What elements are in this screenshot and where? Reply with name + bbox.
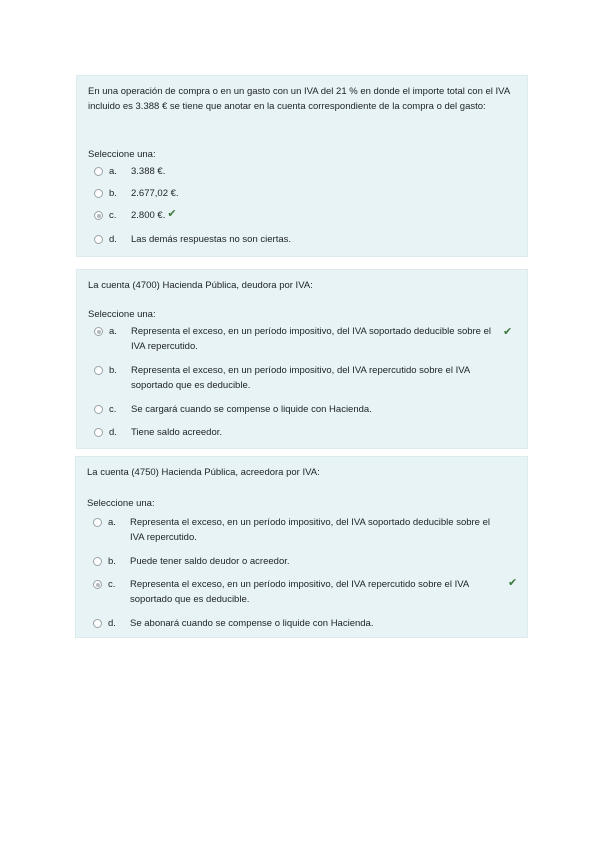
option-letter: a. bbox=[108, 517, 116, 528]
option-text: Se cargará cuando se compense o liquide con Hacienda. bbox=[131, 404, 372, 415]
check-icon: ✔ bbox=[503, 326, 513, 338]
option-text: Representa el exceso, en un período impositivo, del IVA repercutido sobre el IVA soportado que es deducible. bbox=[131, 365, 470, 391]
option-letter: d. bbox=[109, 427, 117, 438]
radio-button-icon[interactable] bbox=[94, 366, 103, 375]
answer-option-c[interactable] bbox=[94, 402, 505, 417]
option-text: Puede tener saldo deudor o acreedor. bbox=[130, 556, 290, 567]
option-letter: b. bbox=[109, 188, 117, 199]
question-text: En una operación de compra o en un gasto con un IVA del 21 % en donde el importe total con el IVA incluido es 3.388 € se tiene que anotar en la cuenta correspondiente de la compra o del gasto: bbox=[88, 86, 510, 112]
option-text: Representa el exceso, en un período impositivo, del IVA soportado deducible sobre el IVA repercutido. bbox=[130, 517, 490, 543]
radio-button-icon[interactable] bbox=[93, 619, 102, 628]
select-prompt: Seleccione una: bbox=[88, 149, 156, 160]
answer-option-b[interactable] bbox=[94, 186, 505, 201]
question-card-1 bbox=[76, 75, 528, 257]
answer-option-b[interactable] bbox=[93, 554, 505, 569]
option-text: 2.677,02 €. bbox=[131, 188, 179, 199]
radio-button-icon[interactable] bbox=[93, 557, 102, 566]
option-letter: d. bbox=[109, 234, 117, 245]
option-letter: c. bbox=[108, 579, 116, 590]
radio-button-icon[interactable] bbox=[93, 518, 102, 527]
option-text: 2.800 €. bbox=[131, 210, 166, 221]
option-letter: d. bbox=[108, 618, 116, 629]
question-card-2 bbox=[76, 269, 528, 449]
check-icon: ✔ bbox=[167, 208, 177, 220]
option-letter: a. bbox=[109, 326, 117, 337]
option-text: Tiene saldo acreedor. bbox=[131, 427, 223, 438]
radio-button-icon[interactable] bbox=[94, 167, 103, 176]
radio-button-icon[interactable] bbox=[94, 405, 103, 414]
answer-option-c[interactable] bbox=[93, 577, 505, 607]
answer-option-b[interactable] bbox=[94, 363, 505, 393]
answer-option-d[interactable] bbox=[93, 616, 505, 631]
option-letter: b. bbox=[109, 365, 117, 376]
answer-option-a[interactable] bbox=[94, 164, 505, 179]
option-text: Representa el exceso, en un período impositivo, del IVA repercutido sobre el IVA soportado que es deducible. bbox=[130, 579, 469, 605]
option-letter: a. bbox=[109, 166, 117, 177]
option-text: 3.388 €. bbox=[131, 166, 166, 177]
answer-option-d[interactable] bbox=[94, 232, 505, 247]
answer-option-c[interactable] bbox=[94, 208, 505, 223]
option-letter: b. bbox=[108, 556, 116, 567]
answer-option-d[interactable] bbox=[94, 425, 505, 440]
question-card-3 bbox=[75, 456, 528, 638]
radio-button-icon[interactable] bbox=[93, 580, 102, 589]
option-text: Se abonará cuando se compense o liquide con Hacienda. bbox=[130, 618, 374, 629]
radio-button-icon[interactable] bbox=[94, 189, 103, 198]
radio-button-icon[interactable] bbox=[94, 211, 103, 220]
radio-button-icon[interactable] bbox=[94, 428, 103, 437]
radio-button-icon[interactable] bbox=[94, 327, 103, 336]
option-text: Representa el exceso, en un período impositivo, del IVA soportado deducible sobre el IVA repercutido. bbox=[131, 326, 491, 352]
select-prompt: Seleccione una: bbox=[87, 498, 155, 509]
check-icon: ✔ bbox=[508, 577, 518, 589]
option-letter: c. bbox=[109, 404, 117, 415]
question-text: La cuenta (4700) Hacienda Pública, deudora por IVA: bbox=[88, 280, 313, 291]
radio-button-icon[interactable] bbox=[94, 235, 103, 244]
answer-option-a[interactable] bbox=[93, 515, 505, 545]
select-prompt: Seleccione una: bbox=[88, 309, 156, 320]
answer-option-a[interactable] bbox=[94, 324, 505, 354]
option-text: Las demás respuestas no son ciertas. bbox=[131, 234, 292, 245]
option-letter: c. bbox=[109, 210, 117, 221]
question-text: La cuenta (4750) Hacienda Pública, acreedora por IVA: bbox=[87, 467, 320, 478]
